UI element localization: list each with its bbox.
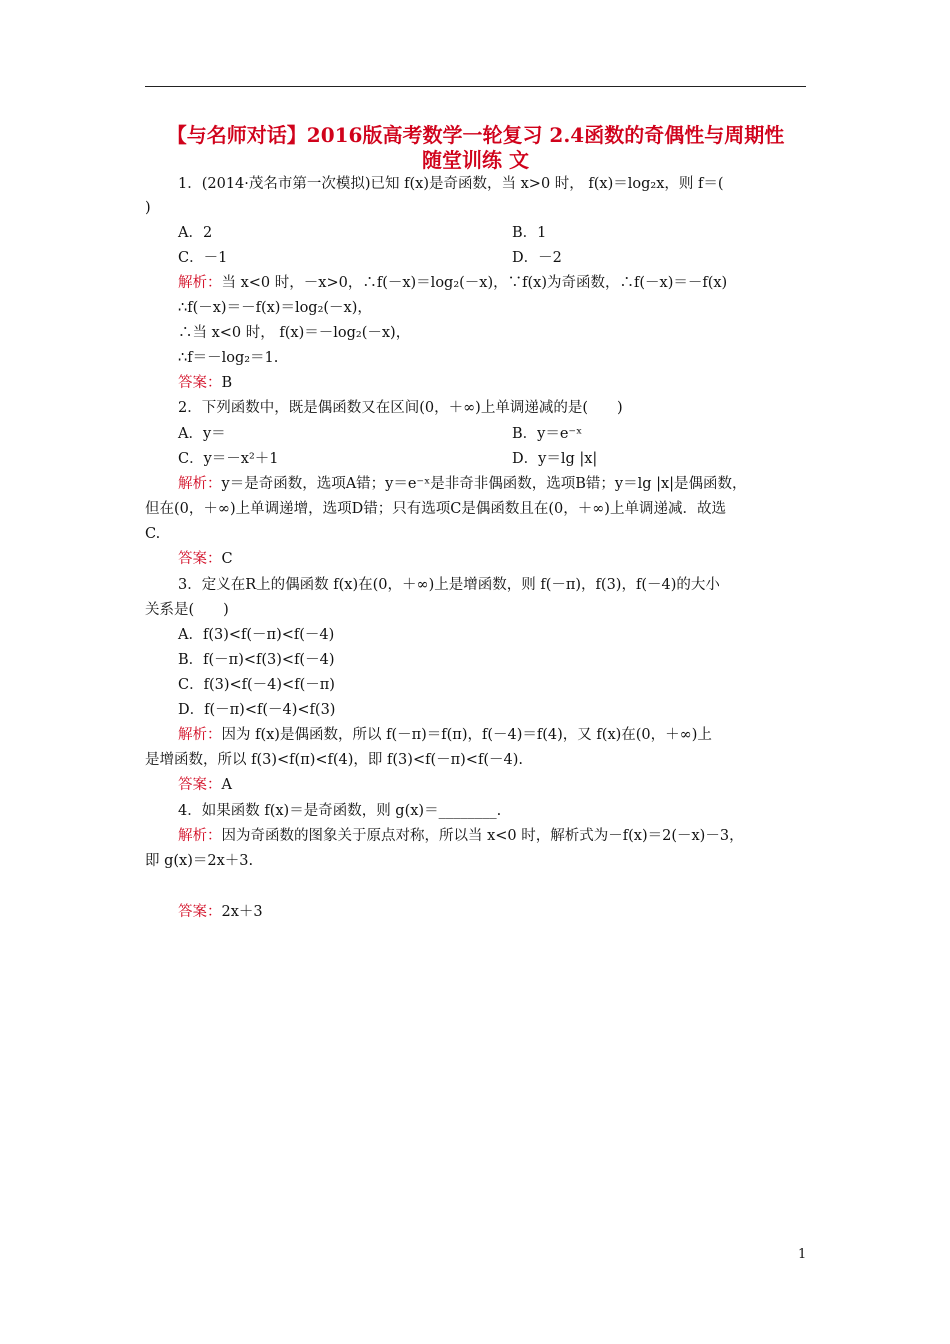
q1-answer xyxy=(178,373,232,393)
page-number: 1 xyxy=(798,1247,807,1262)
q3-stem-line1: 3．定义在R上的偶函数 f(x)在(0，＋∞)上是增函数，则 f(－π)，f(3)，f(－4)的大小 xyxy=(178,577,720,593)
q1-analysis-label: 解析： xyxy=(178,275,222,291)
q4-answer xyxy=(178,902,263,922)
q4-analysis-label: 解析： xyxy=(178,828,222,844)
q2-analysis-label: 解析： xyxy=(178,476,222,492)
q3-option-c: C．f(3)<f(－4)<f(－π) xyxy=(178,677,335,693)
q3-analysis-text-1: 因为 f(x)是偶函数，所以 f(－π)＝f(π)，f(－4)＝f(4)，又 f(x)在(0，＋∞)上 xyxy=(221,727,712,743)
q4-answer-value: 2x＋3 xyxy=(221,904,263,920)
q2-answer-label: 答案： xyxy=(178,551,222,567)
q4-answer-label: 答案： xyxy=(178,904,222,920)
q2-option-b: B．y＝e⁻ˣ xyxy=(512,426,583,442)
q3-answer-label: 答案： xyxy=(178,777,222,793)
q3-analysis-line2: 是增函数，所以 f(3)<f(π)<f(4)，即 f(3)<f(－π)<f(－4). xyxy=(145,752,523,768)
q1-answer-label: 答案： xyxy=(178,375,222,391)
q2-answer xyxy=(178,549,233,569)
q1-analysis-line3: ∴当 x<0 时， f(x)＝－log₂(－x)， xyxy=(178,325,411,341)
q3-analysis-label: 解析： xyxy=(178,727,222,743)
q2-option-a: A．y＝ xyxy=(178,426,226,442)
q1-option-b: B．1 xyxy=(512,225,547,241)
q2-stem: 2．下列函数中，既是偶函数又在区间(0，＋∞)上单调递减的是( ) xyxy=(178,400,623,416)
q1-analysis-line1 xyxy=(178,273,727,293)
header-rule xyxy=(145,86,806,87)
document-title-line2: 随堂训练 文 xyxy=(422,148,529,172)
document-title: 【与名师对话】2016版高考数学一轮复习 2.4函数的奇偶性与周期性 xyxy=(166,123,785,147)
q4-analysis-text-1: 因为奇函数的图象关于原点对称，所以当 x<0 时，解析式为－f(x)＝2(－x)－3， xyxy=(221,828,744,844)
q2-analysis-line3: C. xyxy=(145,526,161,542)
q1-option-d: D．－2 xyxy=(512,250,562,266)
q1-stem-cont: ) xyxy=(145,200,151,216)
q4-analysis-line1 xyxy=(178,826,744,846)
q2-answer-value: C xyxy=(221,551,233,567)
q2-analysis-text-1: y＝是奇函数，选项A错；y＝e⁻ˣ是非奇非偶函数，选项B错；y＝lg |x|是偶函数， xyxy=(221,476,747,492)
q4-analysis-line2: 即 g(x)＝2x＋3. xyxy=(145,853,254,869)
q1-stem: 1．(2014·茂名市第一次模拟)已知 f(x)是奇函数，当 x>0 时， f(x)＝log₂x，则 f＝( xyxy=(178,176,724,192)
q1-option-c: C．－1 xyxy=(178,250,228,266)
q4-stem: 4．如果函数 f(x)＝是奇函数，则 g(x)＝________. xyxy=(178,803,502,819)
q2-analysis-line1 xyxy=(178,474,747,494)
q1-analysis-text-1: 当 x<0 时，－x>0，∴f(－x)＝log₂(－x)，∵f(x)为奇函数，∴f(－x)＝－f(x) xyxy=(221,275,728,291)
q3-option-a: A．f(3)<f(－π)<f(－4) xyxy=(178,627,335,643)
q3-answer xyxy=(178,775,232,795)
q2-option-c: C．y＝－x²＋1 xyxy=(178,451,279,467)
q3-answer-value: A xyxy=(221,777,232,793)
q1-option-a: A．2 xyxy=(178,225,213,241)
q3-option-b: B．f(－π)<f(3)<f(－4) xyxy=(178,652,335,668)
q2-option-d: D．y＝lg |x| xyxy=(512,451,598,467)
q2-analysis-line2: 但在(0，＋∞)上单调递增，选项D错；只有选项C是偶函数且在(0，＋∞)上单调递减．故选 xyxy=(145,501,726,517)
q1-answer-value: B xyxy=(221,375,233,391)
q3-option-d: D．f(－π)<f(－4)<f(3) xyxy=(178,702,336,718)
q1-analysis-line4: ∴f＝－log₂＝1. xyxy=(178,350,279,366)
q3-stem-line2: 关系是( ) xyxy=(145,602,229,618)
q3-analysis-line1 xyxy=(178,725,712,745)
q1-analysis-line2: ∴f(－x)＝－f(x)＝log₂(－x)， xyxy=(178,300,372,316)
